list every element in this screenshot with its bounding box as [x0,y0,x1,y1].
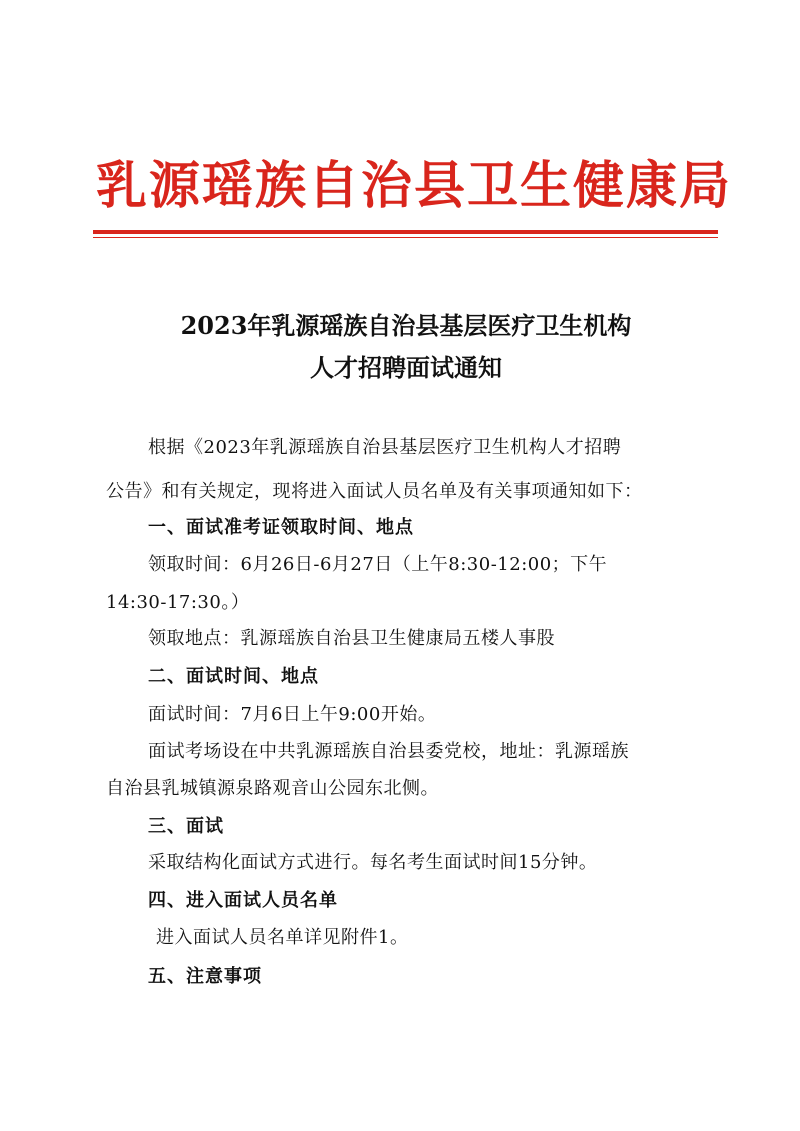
section-3-heading: 三、面试 [148,816,224,837]
intro-paragraph-line-2: 公告》和有关规定，现将进入面试人员名单及有关事项通知如下： [106,481,643,502]
section-5-heading: 五、注意事项 [148,966,262,987]
section-4-text: 进入面试人员名单详见附件1。 [156,927,409,948]
section-2-time: 面试时间：7月6日上午9:00开始。 [148,704,437,725]
section-3-text: 采取结构化面试方式进行。每名考生面试时间15分钟。 [148,852,598,873]
letterhead-title: 乳源瑶族自治县卫生健康局 [96,156,733,216]
section-2-heading: 二、面试时间、地点 [148,666,319,687]
intro-paragraph-line-1: 根据《2023年乳源瑶族自治县基层医疗卫生机构人才招聘 [148,437,622,458]
document-title-line-2: 人才招聘面试通知 [310,353,502,382]
section-1-time-line-1: 领取时间：6月26日-6月27日（上午8:30-12:00；下午 [148,554,608,575]
section-1-time-line-2: 14:30-17:30。） [106,592,250,613]
letterhead-rule-thick [93,230,718,234]
section-2-place-line-2: 自治县乳城镇源泉路观音山公园东北侧。 [106,778,439,799]
section-1-place: 领取地点：乳源瑶族自治县卫生健康局五楼人事股 [148,628,555,649]
section-2-place-line-1: 面试考场设在中共乳源瑶族自治县委党校，地址：乳源瑶族 [148,741,629,762]
section-4-heading: 四、进入面试人员名单 [148,890,338,911]
document-title-line-1: 2023年乳源瑶族自治县基层医疗卫生机构 [180,311,632,340]
section-1-heading: 一、面试准考证领取时间、地点 [148,517,414,538]
letterhead-rule-thin [93,237,718,238]
